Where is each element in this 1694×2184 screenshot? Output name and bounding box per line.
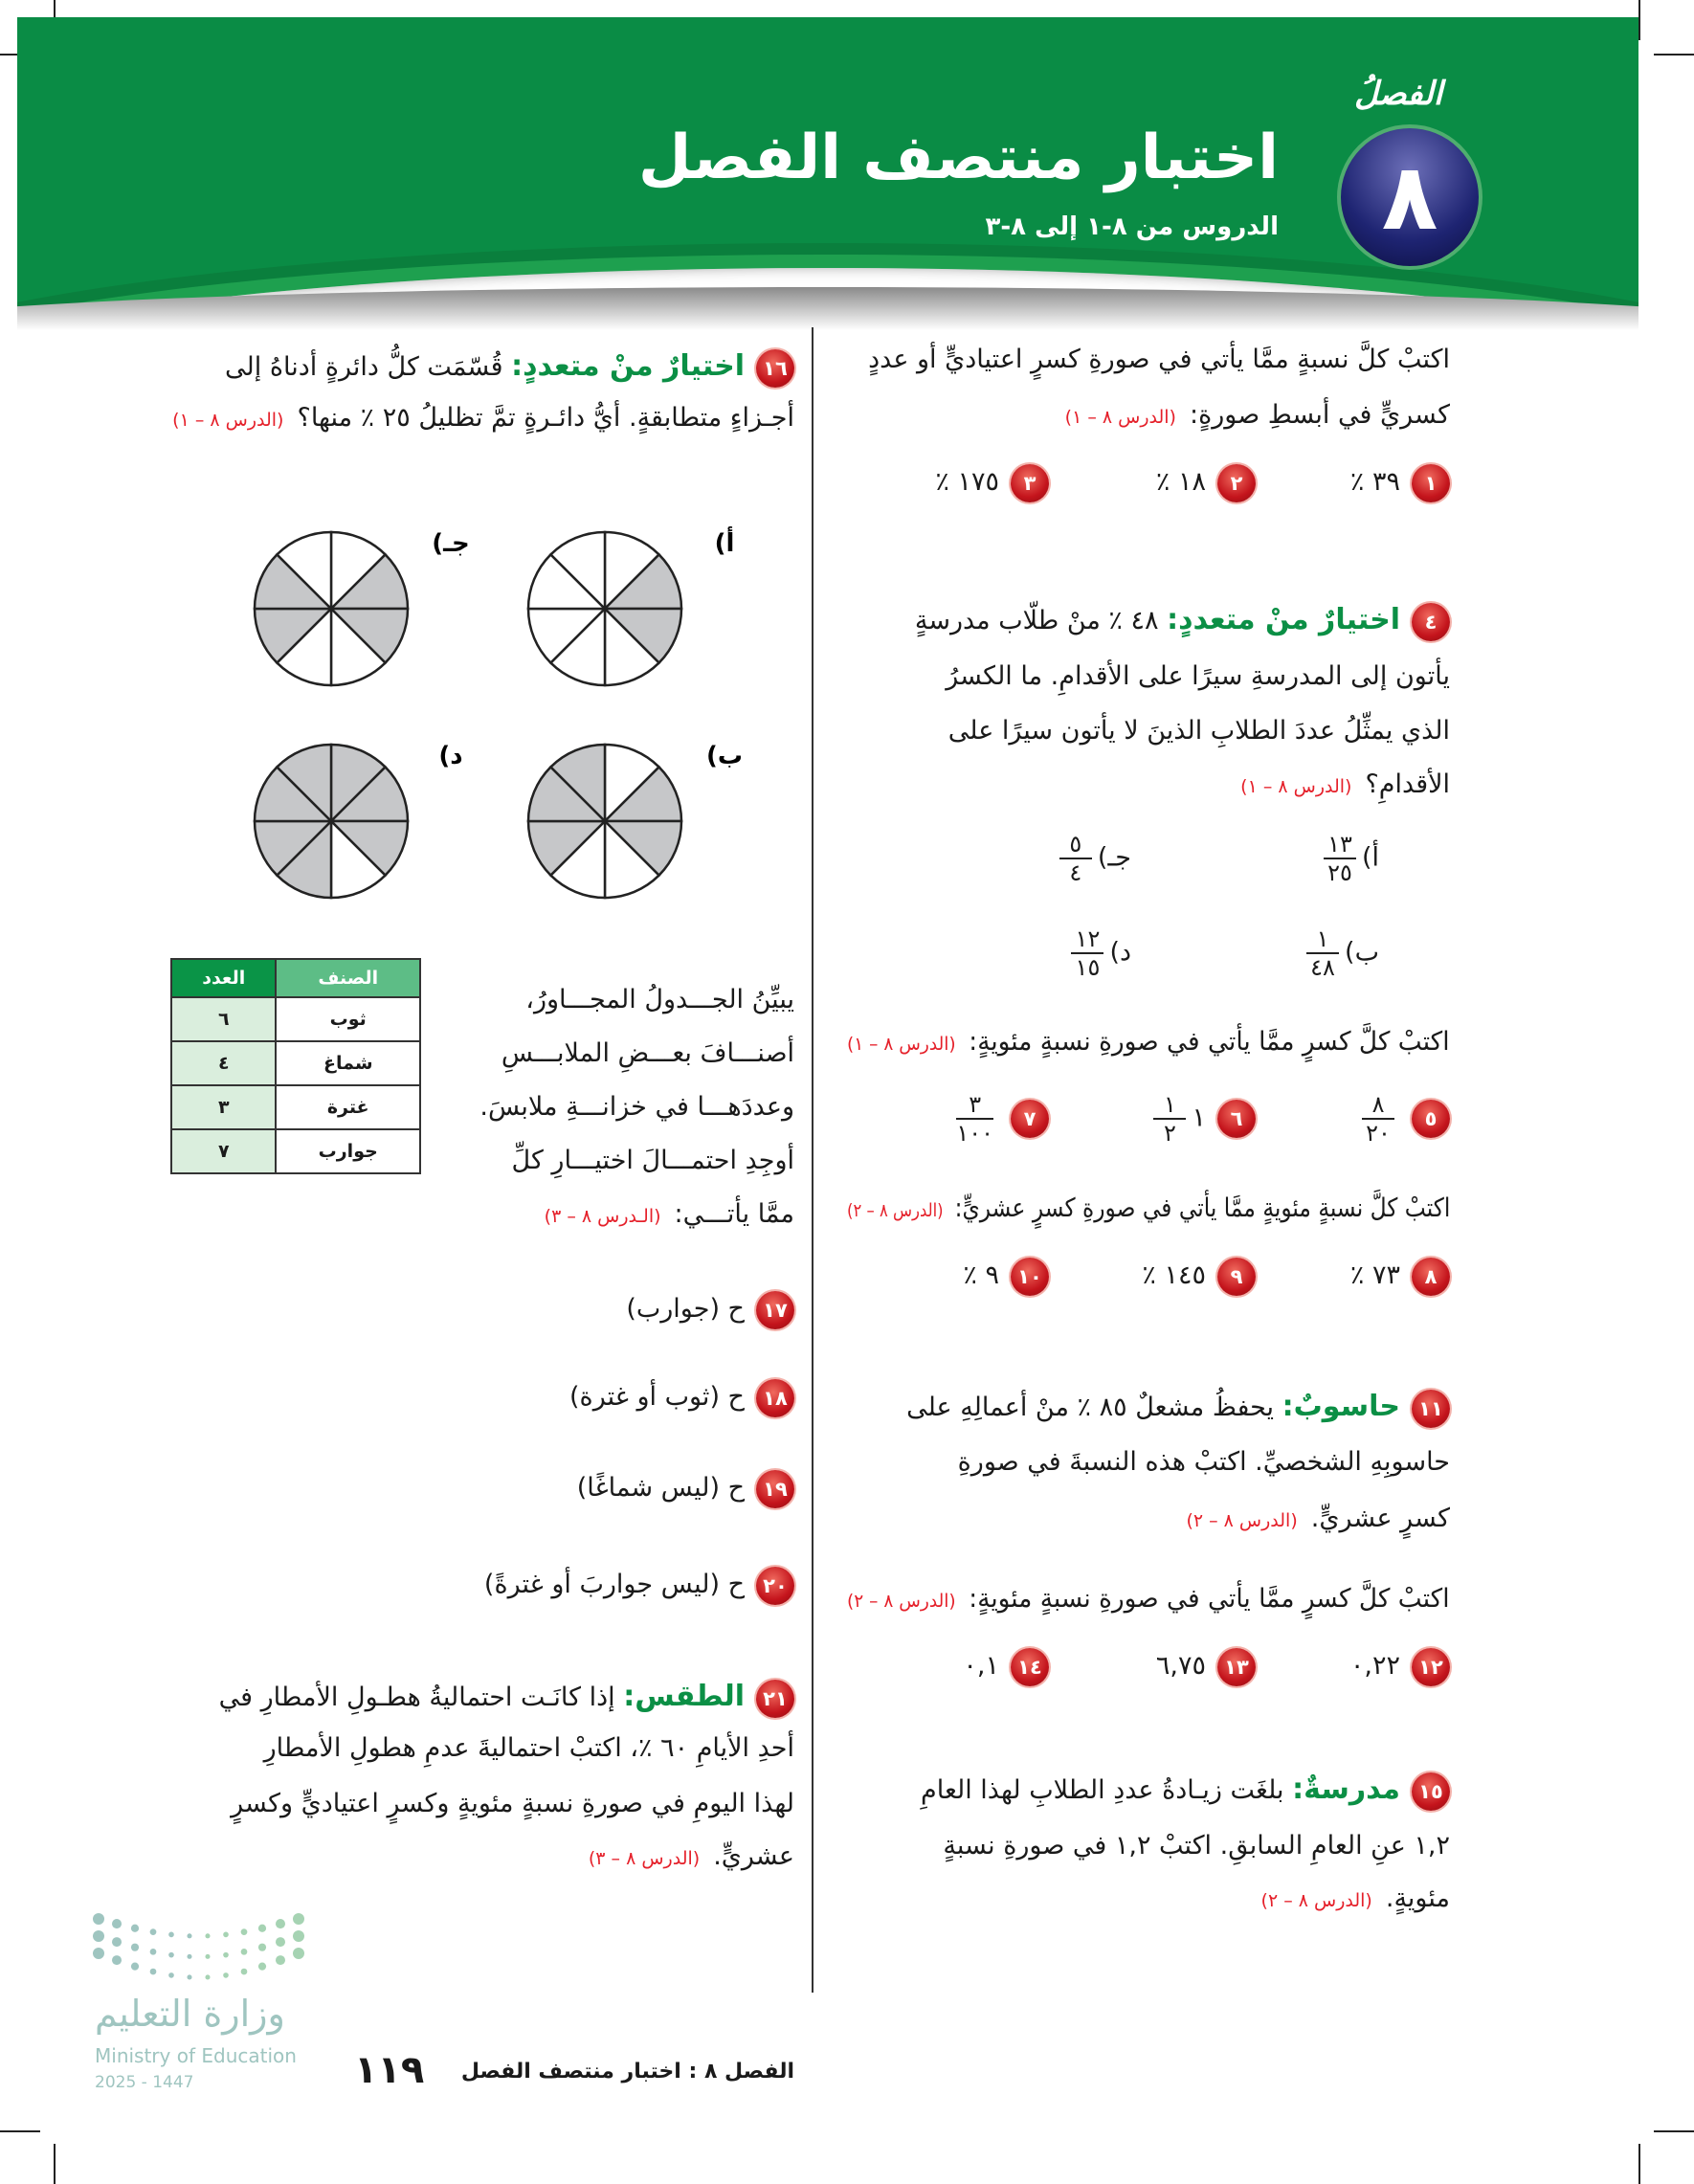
- text: اكتبْ كلَّ كسرٍ ممَّا يأتي في صورةِ نسبةٍ مئويةٍ:: [969, 1584, 1450, 1614]
- denominator: ٤: [1069, 859, 1082, 886]
- question-keyword: اختيارٌ منْ متعددٍ:: [1167, 603, 1400, 636]
- logo-dot: [241, 1969, 248, 1975]
- question-number-badge: ٤: [1412, 603, 1450, 641]
- option-label: أ): [1361, 842, 1379, 873]
- chapter-label: الفصلُ: [1354, 75, 1443, 113]
- question-number-badge: ١٣: [1217, 1648, 1256, 1686]
- logo-dot: [223, 1972, 229, 1978]
- table-cell: ٧: [171, 1129, 276, 1173]
- circle-option-label: أ): [714, 529, 735, 558]
- numerator: ٨: [1371, 1091, 1385, 1118]
- table-cell: ٦: [171, 997, 276, 1041]
- lesson-reference: (الـدرس ٨ – ٣): [544, 1206, 661, 1227]
- question-keyword: اختيارٌ منْ متعددٍ:: [511, 349, 745, 383]
- table-header: العدد: [171, 959, 276, 997]
- ministry-logo-text: وزارة التعليم: [95, 1993, 285, 2035]
- logo-dot: [258, 1925, 266, 1932]
- logo-dot: [168, 1932, 174, 1938]
- denominator: ١٥: [1075, 954, 1101, 981]
- logo-dot: [168, 1952, 174, 1958]
- question-number-badge: ١١: [1412, 1390, 1450, 1428]
- logo-dot: [205, 1954, 210, 1959]
- numerator: ١٢: [1075, 925, 1101, 952]
- logo-dot: [93, 1930, 104, 1942]
- question-text: كسرٍ عشريٍّ.: [1310, 1504, 1450, 1533]
- logo-dot: [276, 1937, 285, 1947]
- question-number-badge: ١٤: [1011, 1648, 1049, 1686]
- logo-dot: [168, 1972, 174, 1978]
- option-label: ب): [1345, 937, 1379, 968]
- ministry-logo-english: Ministry of Education: [95, 2044, 297, 2067]
- lesson-reference: (الدرس ٨ – ١): [172, 410, 284, 431]
- probability-expression: ح (ليس جواربَ أو غترةً): [483, 1570, 745, 1599]
- lesson-reference: (الدرس ٨ – ٢): [1186, 1510, 1298, 1531]
- question-number-badge: ١٩: [756, 1470, 794, 1508]
- question-number-badge: ٢: [1217, 464, 1256, 502]
- exercise-value: ٠,١: [963, 1651, 999, 1681]
- lesson-reference: (الدرس ٨ – ١): [1240, 776, 1352, 797]
- question-text: ١,٢ عنِ العامِ السابقِ. اكتبْ ١,٢ في صورةِ نسبةٍ: [943, 1831, 1450, 1861]
- lesson-reference: (الدرس ٨ – ٢): [1260, 1890, 1372, 1911]
- question-number-badge: ٨: [1412, 1258, 1450, 1296]
- question-number-badge: ١: [1412, 464, 1450, 502]
- page-subtitle: الدروس من ٨-١ إلى ٨-٣: [985, 212, 1279, 241]
- question-number-badge: ٧: [1011, 1100, 1049, 1138]
- denominator: ١٠٠: [956, 1120, 993, 1147]
- logo-dot: [131, 1963, 139, 1971]
- logo-dot: [93, 1948, 104, 1959]
- lesson-reference: (الدرس ٨ – ٢): [846, 1200, 944, 1221]
- footer-chapter-title: الفصل ٨ : اختبار منتصف الفصل: [460, 2060, 794, 2084]
- question-text: يأتون إلى المدرسةِ سيرًا على الأقدامِ. ما الكسرُ: [946, 661, 1450, 691]
- question-keyword: حاسوبٌ:: [1282, 1390, 1400, 1423]
- denominator: ٢٥: [1327, 859, 1352, 886]
- question-text: مئويةٍ.: [1385, 1883, 1450, 1913]
- question-number-badge: ١٧: [756, 1291, 794, 1329]
- lesson-reference: (الدرس ٨ – ٢): [847, 1591, 957, 1612]
- question-number-badge: ١٥: [1412, 1772, 1450, 1811]
- question-number-badge: ١٨: [756, 1379, 794, 1417]
- question-text: أجـزاءٍ متطابقةٍ. أيُّ دائـرةٍ تمَّ تظليلُ ٢٥ ٪ منها؟: [297, 403, 794, 433]
- text: أصنـــافَ بعـــضِ الملابـــسِ: [501, 1038, 794, 1068]
- exercise-value: ٧٣ ٪: [1349, 1260, 1400, 1290]
- question-text: قُسّمَت كلُّ دائرةٍ أدناهُ إلى: [225, 352, 503, 382]
- numerator: ١٣: [1327, 831, 1352, 858]
- circle-option: [255, 529, 470, 685]
- text: اكتبْ كلَّ نسبةٍ ممَّا يأتي في صورةِ كسرٍ اعتياديٍّ أو عددٍ: [868, 345, 1450, 374]
- question-text: الذي يمثِّلُ عددَ الطلابِ الذينَ لا يأتون سيرًا على: [947, 716, 1450, 746]
- probability-expression: ح (ثوب أو غترة): [569, 1382, 745, 1412]
- table-cell: ثوب: [276, 997, 420, 1041]
- logo-dot: [293, 1913, 304, 1925]
- question-number-badge: ٩: [1217, 1258, 1256, 1296]
- question-keyword: الطقس:: [623, 1680, 745, 1713]
- circle-option-label: جـ): [432, 529, 470, 558]
- numerator: ١: [1164, 1091, 1176, 1118]
- text: أوجِدِ احتمـــالَ اختيـــارِ كلِّ: [511, 1146, 794, 1175]
- logo-dot: [187, 1933, 191, 1938]
- numerator: ١: [1316, 925, 1329, 952]
- text: اكتبْ كلَّ نسبةٍ مئويةٍ ممَّا يأتي في صورةِ كسرٍ عشريٍّ:: [954, 1193, 1450, 1223]
- exercise-value: ٩ ٪: [963, 1260, 999, 1290]
- question-text: بلغَت زيـادةُ عددِ الطلابِ لهذا العامِ: [921, 1775, 1284, 1805]
- logo-dot: [293, 1930, 304, 1942]
- question-number-badge: ١٦: [756, 349, 794, 388]
- question-text: إذا كانَـت احتماليةُ هطـولِ الأمطارِ في: [218, 1683, 615, 1712]
- logo-dot: [112, 1955, 122, 1965]
- exercise-value: ٣٩ ٪: [1349, 467, 1400, 497]
- question-number-badge: ٣: [1011, 464, 1049, 502]
- logo-dot: [150, 1949, 157, 1955]
- numerator: ٥: [1069, 831, 1082, 858]
- logo-dot: [112, 1937, 122, 1947]
- exercise-value: ١٨ ٪: [1155, 467, 1206, 497]
- text: كسريٍّ في أبسطِ صورةٍ:: [1189, 400, 1450, 430]
- question-text: ٤٨ ٪ منْ طلّاب مدرسةٍ: [914, 606, 1159, 635]
- table-cell: ٣: [171, 1085, 276, 1129]
- logo-dot: [293, 1948, 304, 1959]
- exercise-value: ١٤٥ ٪: [1142, 1260, 1206, 1290]
- exercise-value: ١٧٥ ٪: [935, 467, 999, 497]
- text: وعددَهـــا في خزانـــةِ ملابسَ.: [479, 1092, 794, 1122]
- logo-dot: [276, 1955, 285, 1965]
- table-cell: شماغ: [276, 1041, 420, 1085]
- exercise-value: ٦,٧٥: [1155, 1651, 1206, 1681]
- table-cell: غترة: [276, 1085, 420, 1129]
- table-cell: ٤: [171, 1041, 276, 1085]
- option-label: جـ): [1097, 842, 1131, 873]
- question-number-badge: ٦: [1217, 1100, 1256, 1138]
- question-number-badge: ٢٠: [756, 1567, 794, 1605]
- probability-expression: ح (ليس شماغًا): [576, 1473, 745, 1503]
- lesson-reference: (الدرس ٨ – ٣): [588, 1848, 701, 1869]
- question-number-badge: ١٢: [1412, 1648, 1450, 1686]
- logo-dot: [131, 1925, 139, 1932]
- whole-number: ١: [1192, 1103, 1206, 1133]
- question-text: يحفظُ مشعلٌ ٨٥ ٪ منْ أعمالِهِ على: [906, 1393, 1275, 1422]
- question-text: عشريٍّ.: [713, 1841, 794, 1871]
- logo-dot: [241, 1949, 248, 1955]
- circle-option: [255, 742, 463, 898]
- question-text: الأقدامِ؟: [1365, 769, 1450, 799]
- exercise-value: ٠,٢٢: [1349, 1651, 1400, 1681]
- logo-dot: [150, 1928, 157, 1935]
- logo-dot: [258, 1963, 266, 1971]
- logo-dot: [258, 1944, 266, 1951]
- logo-dot: [223, 1932, 229, 1938]
- question-number-badge: ٥: [1412, 1100, 1450, 1138]
- question-text: أحدِ الأيامِ ٦٠ ٪، اكتبْ احتماليةَ عدمِ هطولِ الأمطارِ: [263, 1733, 794, 1763]
- text: يبيِّنُ الجـــدولُ المجـــاورُ،: [525, 985, 794, 1014]
- text: ممَّا يأتـــي:: [674, 1199, 794, 1229]
- page-title: اختبار منتصف الفصل: [637, 123, 1279, 193]
- lesson-reference: (الدرس ٨ – ١): [1064, 407, 1176, 428]
- logo-dot: [187, 1954, 191, 1959]
- question-number-badge: ١٠: [1011, 1258, 1049, 1296]
- option-label: د): [1109, 937, 1131, 968]
- denominator: ٢٠: [1366, 1120, 1391, 1147]
- logo-dot: [93, 1913, 104, 1925]
- logo-dot: [205, 1974, 210, 1979]
- table-header: الصنف: [276, 959, 420, 997]
- question-keyword: مدرسةٌ:: [1292, 1772, 1400, 1806]
- ministry-logo-dots: [91, 1909, 306, 1991]
- numerator: ٣: [969, 1091, 982, 1118]
- logo-dot: [241, 1928, 248, 1935]
- logo-dot: [205, 1933, 210, 1938]
- circle-option: [528, 742, 743, 898]
- logo-dot: [150, 1969, 157, 1975]
- circle-option: [528, 526, 734, 685]
- logo-dot: [131, 1944, 139, 1951]
- lesson-reference: (الدرس ٨ – ١): [847, 1034, 957, 1055]
- ministry-logo-year: 2025 - 1447: [95, 2073, 194, 2092]
- logo-dot: [112, 1919, 122, 1928]
- circle-option-label: ب): [705, 742, 744, 770]
- question-text: حاسوبِهِ الشخصيِّ. اكتبْ هذه النسبةَ في صورةِ: [957, 1447, 1450, 1477]
- logo-dot: [187, 1974, 191, 1979]
- logo-dot: [276, 1919, 285, 1928]
- page-number: ١١٩: [354, 2048, 425, 2092]
- text: اكتبْ كلَّ كسرٍ ممَّا يأتي في صورةِ نسبةٍ مئويةٍ:: [969, 1027, 1450, 1057]
- chapter-number-badge: ٨: [1337, 124, 1482, 270]
- denominator: ٤٨: [1310, 954, 1335, 981]
- denominator: ٢: [1164, 1120, 1176, 1147]
- question-number-badge: ٢١: [756, 1680, 794, 1718]
- logo-dot: [223, 1952, 229, 1958]
- circle-option-label: د): [438, 742, 463, 770]
- probability-expression: ح (جوارب): [626, 1294, 745, 1324]
- question-text: لهذا اليومِ في صورةِ نسبةٍ مئويةٍ وكسرٍ اعتياديٍّ وكسرٍ: [231, 1789, 794, 1818]
- table-cell: جوارب: [276, 1129, 420, 1173]
